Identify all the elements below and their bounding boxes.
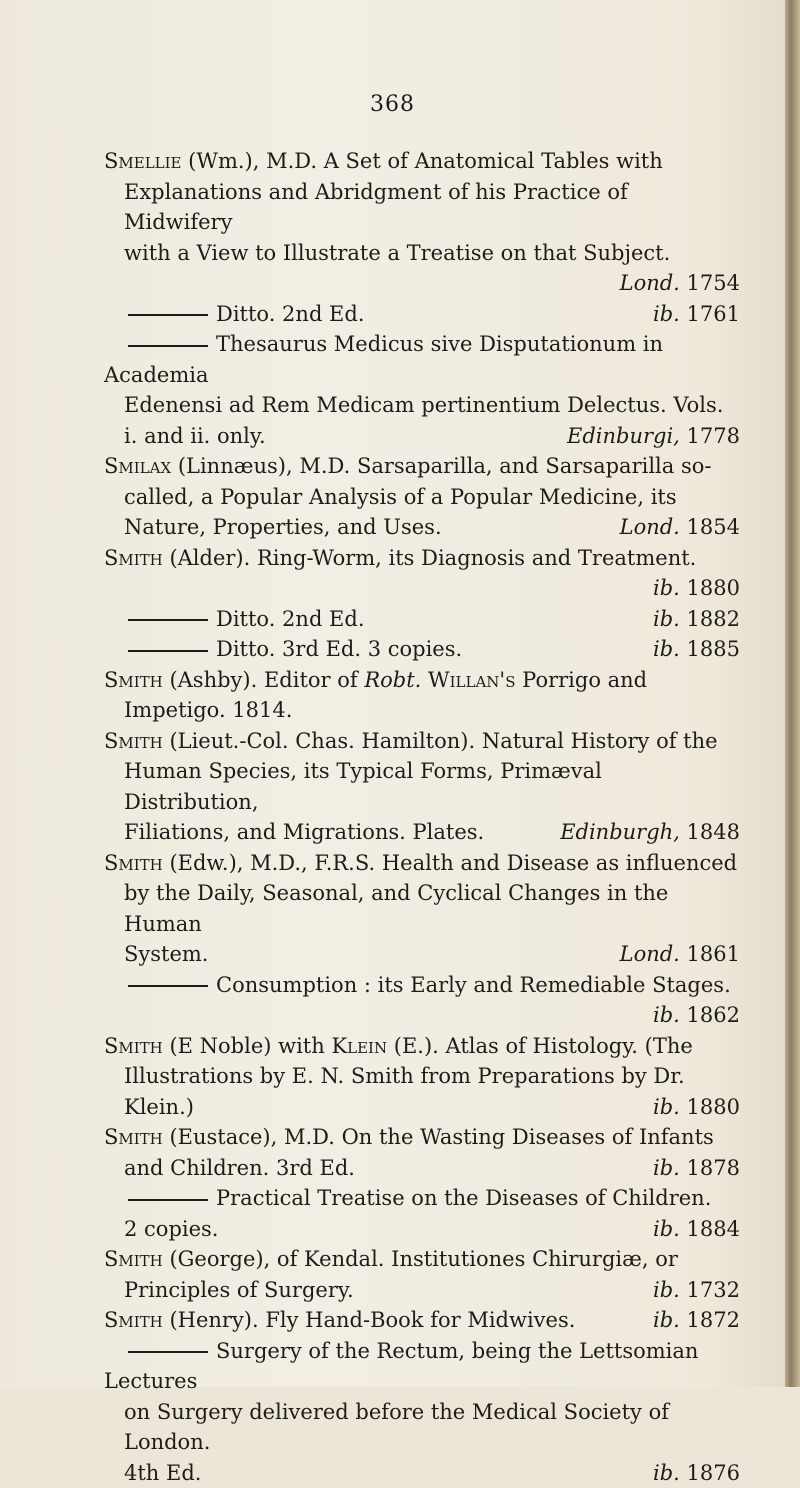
entry-title-line: 2 copies. xyxy=(124,1217,218,1241)
entry-smith-edw-consumption xyxy=(104,970,740,1031)
entry-place: ib. xyxy=(653,1003,680,1027)
ditto-dash xyxy=(128,985,208,987)
entry-year: 1885 xyxy=(687,637,740,661)
entry-title: Ditto. 2nd Ed. xyxy=(216,607,365,631)
entry-title-line: Impetigo. 1814. xyxy=(104,695,740,726)
entry-title-line: Filiations, and Migrations. Plates. xyxy=(124,820,484,844)
entry-place: ib. xyxy=(653,1308,680,1332)
entry-title: Editor of xyxy=(257,668,364,692)
entry-author-detail: (Henry). xyxy=(163,1308,259,1332)
entry-smith-alder-ditto-3rd xyxy=(104,634,740,665)
entry-year: 1876 xyxy=(687,1461,740,1485)
entry-title-line: Human Species, its Typical Forms, Primæval Distribution, xyxy=(104,756,740,817)
entry-place: ib. xyxy=(653,576,680,600)
entry-title: Thesaurus Medicus sive Disputationum in Academia xyxy=(104,332,663,387)
entry-title-smallcaps: Willan's xyxy=(421,668,515,692)
entry-title: Health and Disease as influenced xyxy=(375,851,737,875)
entry-smith-george-institutiones xyxy=(104,1244,740,1305)
entry-year: 1732 xyxy=(687,1278,740,1302)
entry-coauthor: Klein xyxy=(331,1034,387,1058)
entry-smith-eustace-wasting-diseases xyxy=(104,1122,740,1183)
entry-year: 1848 xyxy=(687,820,740,844)
entry-place: Edinburgi, xyxy=(567,424,680,448)
entry-year: 1872 xyxy=(687,1308,740,1332)
page-number: 368 xyxy=(0,92,785,117)
entry-author-detail: (Ashby). xyxy=(163,668,258,692)
entry-smith-alder-ditto-2nd xyxy=(104,604,740,635)
entry-title-line: by the Daily, Seasonal, and Cyclical Changes in the Human xyxy=(104,878,740,939)
entry-smellie-anatomical-tables xyxy=(104,146,740,299)
entry-place: ib. xyxy=(653,1095,680,1119)
entry-author: Smith xyxy=(104,851,163,875)
entry-smith-ashby-porrigo xyxy=(104,665,740,726)
entry-author-detail: (Edw.), M.D., F.R.S. xyxy=(163,851,375,875)
entry-author-detail: (Wm.), M.D. xyxy=(182,149,318,173)
entry-year: 1754 xyxy=(687,271,740,295)
entry-author: Smith xyxy=(104,1247,163,1271)
entry-author-detail: (Linnæus), M.D. xyxy=(171,454,350,478)
entry-smith-hamilton-natural-history xyxy=(104,726,740,848)
entry-smellie-thesaurus xyxy=(104,329,740,451)
entry-title-line: Explanations and Abridgment of his Practice of Midwifery xyxy=(104,177,740,238)
entry-title-line: and Children. 3rd Ed. xyxy=(124,1156,355,1180)
entry-title: Consumption : its Early and Remediable Stages. xyxy=(216,973,731,997)
book-spine-edge xyxy=(785,0,800,1387)
entry-author: Smilax xyxy=(104,454,171,478)
bibliography-list xyxy=(104,146,740,1488)
entry-place: ib. xyxy=(653,1461,680,1485)
entry-title: Practical Treatise on the Diseases of Children. xyxy=(216,1186,711,1210)
entry-title-line: i. and ii. only. xyxy=(124,424,266,448)
entry-place: ib. xyxy=(653,607,680,631)
entry-author-detail: (Lieut.-Col. Chas. Hamilton). xyxy=(163,729,475,753)
entry-author: Smith xyxy=(104,1308,163,1332)
entry-place: ib. xyxy=(653,302,680,326)
entry-year: 1884 xyxy=(687,1217,740,1241)
entry-place: Edinburgh, xyxy=(560,820,680,844)
entry-author-detail: (Eustace), M.D. xyxy=(163,1125,335,1149)
entry-place: Lond. xyxy=(620,271,680,295)
ditto-dash xyxy=(128,1351,208,1353)
entry-title: Ditto. 2nd Ed. xyxy=(216,302,365,326)
entry-smith-henry-midwives xyxy=(104,1305,740,1336)
entry-year: 1882 xyxy=(687,607,740,631)
entry-author: Smith xyxy=(104,546,163,570)
entry-year: 1862 xyxy=(687,1003,740,1027)
entry-author-detail: (E Noble) with xyxy=(163,1034,332,1058)
ditto-dash xyxy=(128,650,208,652)
entry-title: (E.). Atlas of Histology. (The xyxy=(387,1034,693,1058)
entry-title-line: Illustrations by E. N. Smith from Preparations by Dr. xyxy=(104,1061,740,1092)
entry-author: Smith xyxy=(104,1034,163,1058)
entry-title: Sarsaparilla, and Sarsaparilla so- xyxy=(350,454,711,478)
entry-title: Fly Hand-Book for Midwives. xyxy=(259,1308,576,1332)
entry-place: Lond. xyxy=(620,515,680,539)
entry-title-line: called, a Popular Analysis of a Popular Medicine, its xyxy=(104,482,740,513)
entry-title: Institutiones Chirurgiæ, or xyxy=(384,1247,677,1271)
entry-smith-noble-histology xyxy=(104,1031,740,1123)
entry-author-detail: (George), of Kendal. xyxy=(163,1247,385,1271)
entry-title-line: Principles of Surgery. xyxy=(124,1278,354,1302)
entry-author-detail: (Alder). xyxy=(163,546,251,570)
entry-place: Lond. xyxy=(620,942,680,966)
entry-year: 1778 xyxy=(687,424,740,448)
entry-title-line: Klein.) xyxy=(124,1095,194,1119)
entry-smith-henry-surgery-rectum xyxy=(104,1336,740,1488)
entry-title: A Set of Anatomical Tables with xyxy=(317,149,663,173)
entry-smellie-ditto xyxy=(104,299,740,330)
entry-year: 1761 xyxy=(687,302,740,326)
entry-title-italic: Robt. xyxy=(364,668,421,692)
entry-title-line: System. xyxy=(124,942,208,966)
entry-place: ib. xyxy=(653,1156,680,1180)
entry-title: Porrigo and xyxy=(515,668,647,692)
entry-title-line: with a View to Illustrate a Treatise on that Subject. xyxy=(104,238,740,269)
entry-smith-eustace-practical-treatise xyxy=(104,1183,740,1244)
entry-title: Natural History of the xyxy=(475,729,717,753)
entry-author: Smith xyxy=(104,668,163,692)
entry-title-line: Edenensi ad Rem Medicam pertinentium Delectus. Vols. xyxy=(104,390,740,421)
entry-title: Ditto. 3rd Ed. 3 copies. xyxy=(216,637,462,661)
entry-year: 1880 xyxy=(687,1095,740,1119)
entry-title-line: Nature, Properties, and Uses. xyxy=(124,515,442,539)
entry-title: Surgery of the Rectum, being the Lettsomian Lectures xyxy=(104,1339,698,1394)
entry-title: Ring-Worm, its Diagnosis and Treatment. xyxy=(250,546,696,570)
entry-smith-alder-ringworm xyxy=(104,543,740,604)
entry-place: ib. xyxy=(653,637,680,661)
entry-smith-edw-health-disease xyxy=(104,848,740,970)
ditto-dash xyxy=(128,1199,208,1201)
entry-year: 1880 xyxy=(687,576,740,600)
entry-author: Smith xyxy=(104,729,163,753)
entry-title: On the Wasting Diseases of Infants xyxy=(335,1125,714,1149)
entry-title-line: 4th Ed. xyxy=(124,1461,201,1485)
ditto-dash xyxy=(128,314,208,316)
entry-year: 1854 xyxy=(687,515,740,539)
entry-author: Smellie xyxy=(104,149,182,173)
entry-title-line: on Surgery delivered before the Medical Society of London. xyxy=(104,1397,740,1458)
entry-year: 1861 xyxy=(687,942,740,966)
entry-place: ib. xyxy=(653,1278,680,1302)
entry-author: Smith xyxy=(104,1125,163,1149)
entry-smilax-sarsaparilla xyxy=(104,451,740,543)
ditto-dash xyxy=(128,619,208,621)
ditto-dash xyxy=(128,345,208,347)
entry-year: 1878 xyxy=(687,1156,740,1180)
entry-place: ib. xyxy=(653,1217,680,1241)
